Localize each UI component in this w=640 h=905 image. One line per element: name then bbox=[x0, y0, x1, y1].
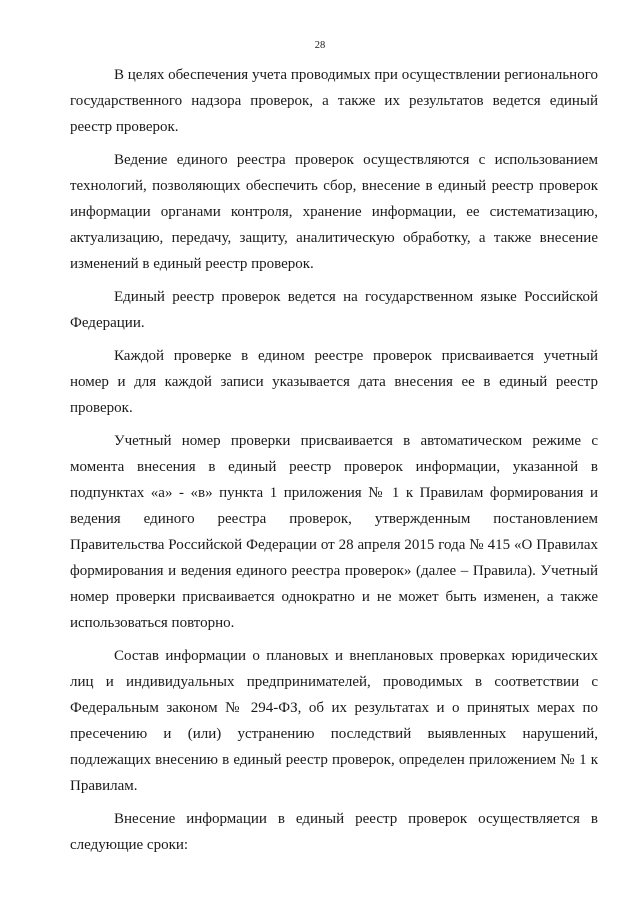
paragraph-number-assignment: Учетный номер проверки присваивается в автоматическом режиме с момента внесения в единый реестр проверок информации, указанной в подпунктах «а» - «в» пункта 1 приложения № 1 к Правилам формирования и ведения единого реестра проверок, утвержденным постановлением Правительства Российской Федерации от 28 апреля 2015 года № 415 «О Правилах формирования и ведения единого реестра проверок» (далее – Правила). Учетный номер проверки присваивается однократно и не может быть изменен, а также использоваться повторно. bbox=[70, 433, 598, 631]
paragraph-entry-deadlines: Внесение информации в единый реестр проверок осуществляется в следующие сроки: bbox=[70, 811, 598, 853]
page-number: 28 bbox=[314, 40, 326, 51]
paragraph-registry-purpose: В целях обеспечения учета проводимых при осуществлении регионального государственного надзора проверок, а также их результатов ведется единый реестр проверок. bbox=[70, 67, 598, 135]
paragraph-record-number: Каждой проверке в едином реестре проверок присваивается учетный номер и для каждой записи указывается дата внесения ее в единый реестр проверок. bbox=[70, 348, 598, 416]
paragraph-information-scope: Состав информации о плановых и внеплановых проверках юридических лиц и индивидуальных предпринимателей, проводимых в соответствии с Федеральным законом № 294-ФЗ, об их результатах и о принятых мерах по пресечению и (или) устранению последствий выявленных нарушений, подлежащих внесению в единый реестр проверок, определен приложением № 1 к Правилам. bbox=[70, 648, 598, 794]
paragraph-registry-technology: Ведение единого реестра проверок осуществляются с использованием технологий, позволяющих обеспечить сбор, внесение в единый реестр проверок информации органами контроля, хранение информации, ее систематизацию, актуализацию, передачу, защиту, аналитическую обработку, а также внесение изменений в единый реестр проверок. bbox=[70, 152, 598, 272]
document-body bbox=[70, 62, 598, 858]
paragraph-registry-language: Единый реестр проверок ведется на государственном языке Российской Федерации. bbox=[70, 289, 598, 331]
